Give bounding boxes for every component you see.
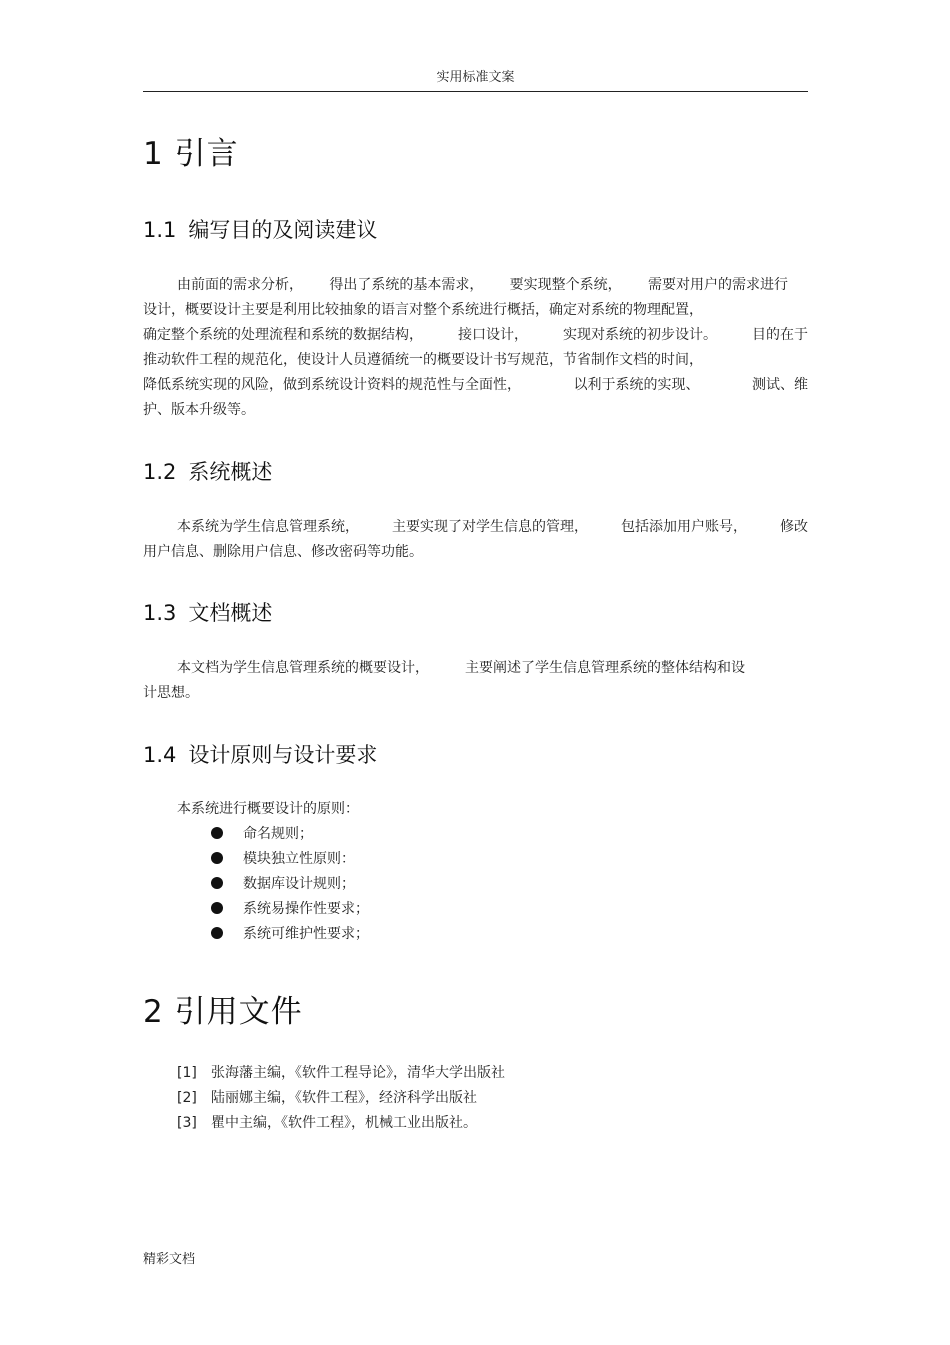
text-segment: 本系统为学生信息管理系统， (177, 519, 359, 535)
reference-text: 陆丽娜主编，《软件工程》，经济科学出版社 (211, 1090, 477, 1106)
text-segment: 包括添加用户账号， (621, 519, 747, 535)
heading-number: 1.1 (143, 218, 177, 242)
heading-number: 1.4 (143, 743, 177, 767)
reference-item (177, 1111, 477, 1136)
bullet-text: 模块独立性原则： (243, 851, 355, 867)
bullet-dot-icon (211, 927, 223, 939)
heading-text: 系统概述 (188, 460, 273, 484)
text-segment: 设计，概要设计主要是利用比较抽象的语言对整个系统进行概括，确定对系统的物理配置， (143, 302, 703, 318)
bullet-item (211, 847, 355, 872)
paragraph-line (143, 681, 808, 706)
paragraph-line (143, 540, 808, 565)
paragraph-line (143, 323, 808, 348)
bullet-item (211, 922, 369, 947)
bullet-item (211, 897, 369, 922)
text-segment: 主要实现了对学生信息的管理， (392, 519, 588, 535)
bullet-dot-icon (211, 827, 223, 839)
bullet-dot-icon (211, 877, 223, 889)
reference-index: [3] (177, 1115, 197, 1131)
paragraph-line (177, 273, 808, 298)
bullet-text: 命名规则； (243, 826, 313, 842)
text-segment: 由前面的需求分析， (177, 277, 303, 293)
heading-text: 设计原则与设计要求 (188, 743, 378, 767)
text-segment: 得出了系统的基本需求， (329, 277, 484, 293)
page-footer: 精彩文档 (143, 1252, 196, 1267)
text-segment: 接口设计， (458, 327, 528, 343)
bullet-text: 系统可维护性要求； (243, 926, 369, 942)
reference-index: [2] (177, 1090, 197, 1106)
reference-index: [1] (177, 1065, 197, 1081)
heading-1-2 (143, 456, 272, 486)
heading-text: 编写目的及阅读建议 (188, 218, 378, 242)
text-segment: 要实现整个系统， (509, 277, 622, 293)
paragraph-line (177, 515, 808, 540)
reference-text: 瞿中主编，《软件工程》，机械工业出版社。 (211, 1115, 477, 1131)
text-segment: 确定整个系统的处理流程和系统的数据结构， (143, 327, 423, 343)
text-segment: 本文档为学生信息管理系统的概要设计， (177, 660, 429, 676)
text-segment: 以利于系统的实现、 (573, 377, 700, 393)
bullet-text: 系统易操作性要求； (243, 901, 369, 917)
text-segment: 推动软件工程的规范化，使设计人员遵循统一的概要设计书写规范，节省制作文档的时间， (143, 352, 703, 368)
bullet-dot-icon (211, 852, 223, 864)
bullet-item (211, 872, 355, 897)
text-segment: 护、版本升级等。 (143, 402, 255, 418)
text-segment: 降低系统实现的风险，做到系统设计资料的规范性与全面性， (143, 377, 521, 393)
reference-item (177, 1061, 505, 1086)
text-segment: 主要阐述了学生信息管理系统的整体结构和设 (465, 660, 745, 676)
heading-text: 文档概述 (188, 601, 273, 625)
page-header: 实用标准文案 (436, 70, 515, 85)
text-segment: 修改 (780, 519, 808, 535)
paragraph-line (177, 656, 808, 681)
paragraph-line (143, 348, 808, 373)
principles-intro: 本系统进行概要设计的原则： (177, 801, 359, 817)
heading-1-1 (143, 214, 377, 244)
heading-1-3 (143, 597, 272, 627)
bullet-text: 数据库设计规则； (243, 876, 355, 892)
bullet-item (211, 822, 313, 847)
text-segment: 需要对用户的需求进行 (647, 277, 788, 293)
header-rule (143, 91, 808, 92)
heading-number: 1.3 (143, 601, 177, 625)
paragraph-line (143, 398, 808, 423)
text-segment: 测试、维 (752, 377, 808, 393)
heading-2-references: 2 引用文件 (143, 994, 303, 1030)
text-segment: 目的在于 (752, 327, 808, 343)
heading-number: 1.2 (143, 460, 177, 484)
heading-1-introduction: 1 引言 (143, 136, 239, 172)
paragraph-line (143, 373, 808, 398)
text-segment: 计思想。 (143, 685, 199, 701)
reference-item (177, 1086, 477, 1111)
bullet-dot-icon (211, 902, 223, 914)
paragraph-line (143, 298, 808, 323)
text-segment: 实现对系统的初步设计。 (563, 327, 717, 343)
text-segment: 用户信息、删除用户信息、修改密码等功能。 (143, 544, 423, 560)
heading-1-4 (143, 739, 377, 769)
reference-text: 张海藩主编，《软件工程导论》，清华大学出版社 (211, 1065, 505, 1081)
